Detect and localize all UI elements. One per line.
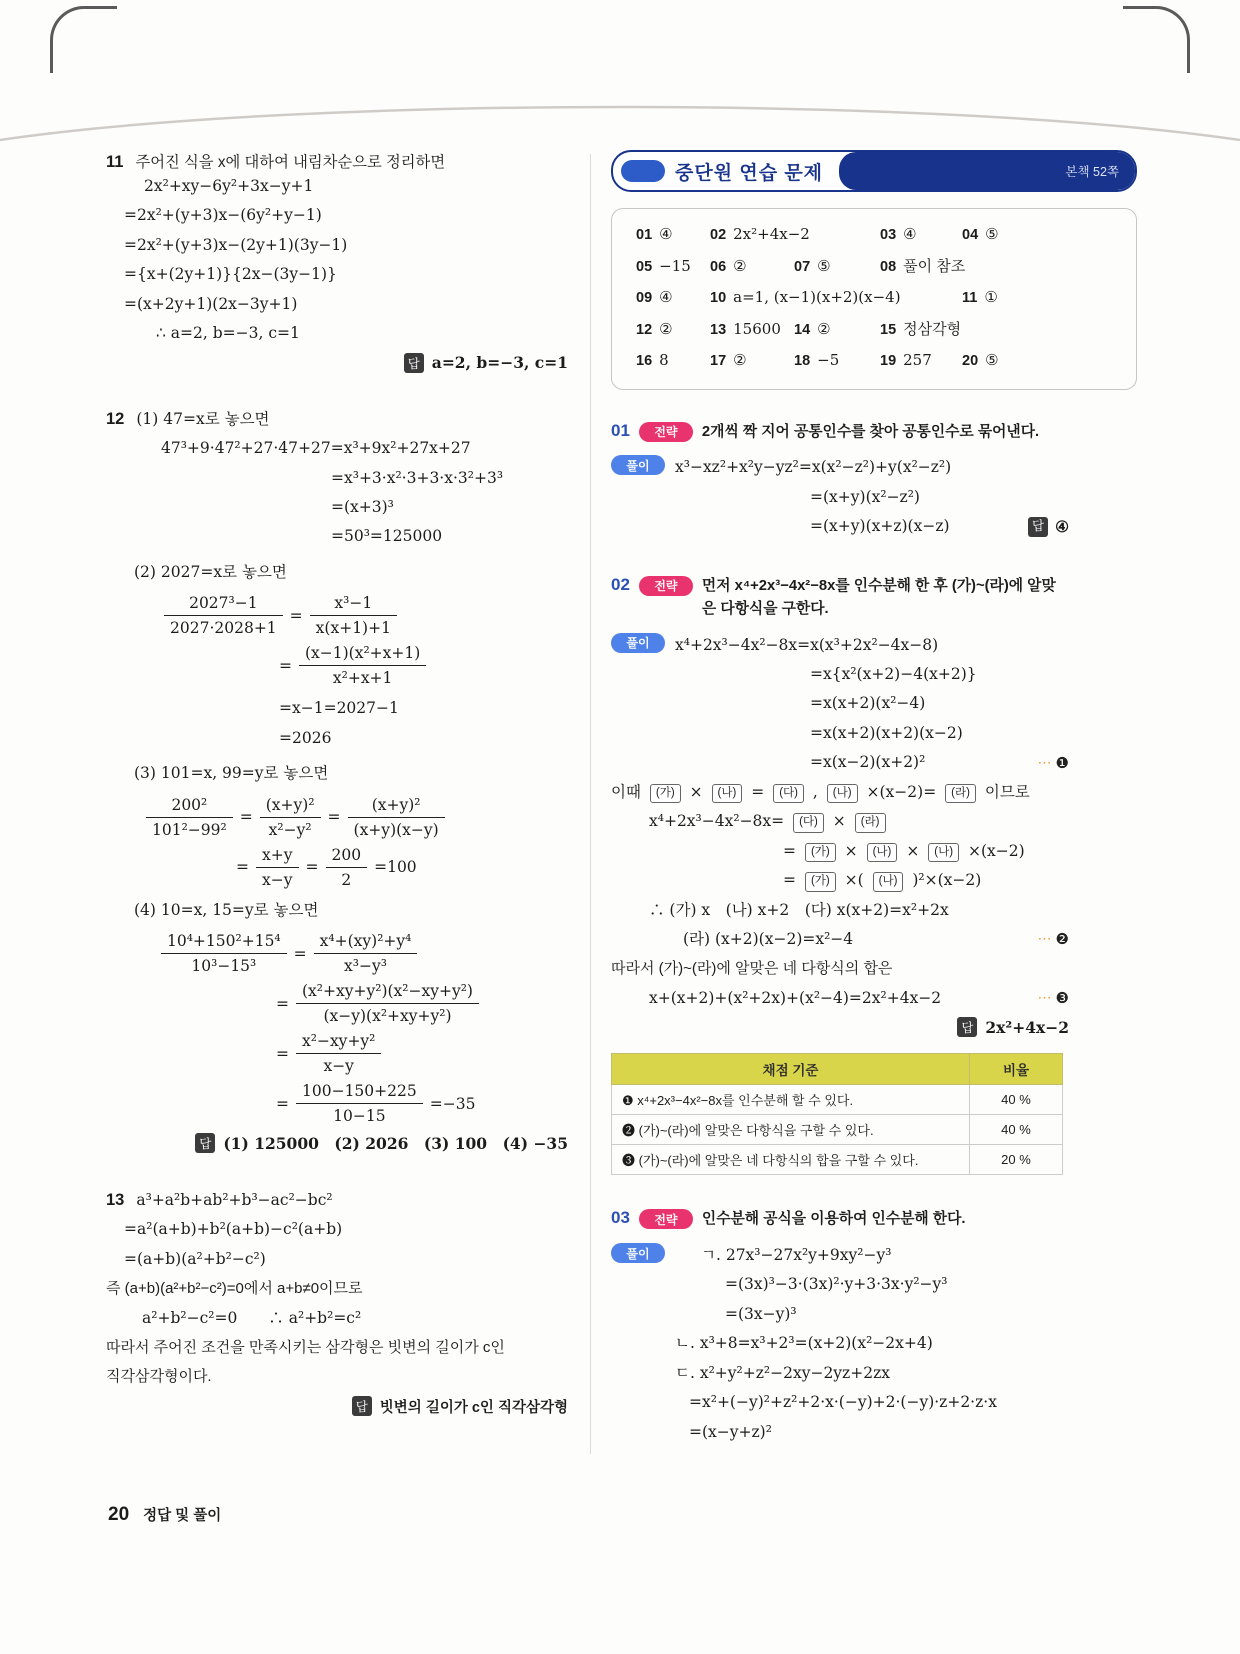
answer-key-item [710,251,794,283]
grading-ratio: 40 % [970,1085,1063,1115]
fraction [326,846,368,889]
fraction [310,594,397,637]
equation-text: )²×(x−2) [912,871,982,890]
strategy-text: 먼저 x⁴+2x³−4x²−8x를 인수분해 한 후 (가)~(라)에 알맞은 다항식을 구한다. [701,577,1056,617]
equation-line: =x{x²(x+2)−4(x+2)} [810,665,977,684]
answer-key-box [611,208,1137,390]
fraction [314,932,418,975]
equation-text: 이때 [611,782,641,801]
fraction-numerator: x³−1 [310,594,397,616]
blank-box-da: (다) [793,813,824,833]
equation-line: =(x+3)³ [331,497,394,516]
times-sign: × [832,812,846,831]
answer-value: 정삼각형 [903,320,962,338]
sub-head-4: (4) 10=x, 15=y로 놓으면 [134,900,319,919]
equation-text: ×(x−2) [967,841,1025,860]
answer-number: 06 [710,258,727,275]
fraction-denominator: x³−y³ [344,957,387,975]
answer-value: 15600 [733,319,781,338]
fraction [260,796,321,839]
footer-label: 정답 및 풀이 [143,1508,222,1524]
problem-12 [106,405,568,1154]
equation-line [276,1032,568,1075]
text-line: 직각삼각형이다. [106,1368,212,1386]
equals-sign: = [305,858,319,877]
answer-value: 풀이 참조 [903,257,966,275]
grading-table-header-row [612,1054,1063,1085]
grading-table-row [612,1085,1063,1115]
answer-key-item [636,251,710,283]
problem-head [106,405,568,434]
answer-key-item [710,282,962,314]
equation-text: =(x+y)(x+z)(x−z) [810,517,950,536]
equation-line: =a²(a+b)+b²(a+b)−c²(a+b) [124,1220,343,1239]
equation-line: ={x+(2y+1)}{2x−(3y−1)} [124,265,337,284]
comma: , [812,782,818,801]
answer-key-item [962,282,1112,314]
equals-sign: = [783,871,796,890]
strategy-row [611,1207,1069,1231]
answer-number: 17 [710,353,727,369]
answer-value: ① [984,288,998,306]
answer-value: ⑤ [985,225,999,243]
strategy-badge: 전략 [639,422,693,442]
answer-value: 2x²+4x−2 [733,225,810,243]
strategy-badge: 전략 [639,1209,693,1229]
strategy-text: 2개씩 짝 지어 공통인수를 찾아 공통인수로 묶어낸다. [701,423,1040,440]
fraction [146,796,233,839]
section-title: 중단원 연습 문제 [675,162,824,184]
solution-body [611,631,1069,778]
fraction-numerator: 10⁴+150²+15⁴ [161,932,287,954]
equation-text: ×(x−2)= [866,782,937,801]
solution-body [611,453,1069,541]
answer-line [611,1017,1069,1037]
answer-number: 10 [710,290,727,306]
answer-key-item [880,219,962,251]
problem-11 [106,150,568,373]
answer-key-item [794,345,880,377]
sub-head-1: (1) 47=x로 놓으면 [136,409,270,428]
equation-line: =x(x+2)(x²−4) [810,694,926,713]
answer-key-item [636,282,710,314]
answer-number: 12 [636,321,653,338]
equation-line: =x(x+2)(x+2)(x−2) [810,723,963,742]
problem-number: 12 [106,409,125,428]
equation-text: =x(x−2)(x+2)² [810,753,926,772]
answer-key-item [636,345,710,377]
answer-badge: 답 [195,1133,215,1153]
answer-line [106,1132,568,1154]
page-footer [108,1504,221,1526]
equation-line-blanks [783,866,1069,895]
blank-box-ga: (가) [805,872,836,892]
equation-line: x⁴+2x³−4x²−8x=x(x³+2x²−4x−8) [675,635,939,654]
answer-value: 8 [659,351,669,369]
solution-badge: 풀이 [611,1243,665,1263]
equation-line: x³−xz²+x²y−yz²=x(x²−z²)+y(x²−z²) [675,458,952,477]
fraction-numerator: (x−1)(x²+x+1) [299,644,426,666]
strategy-row [611,574,1069,621]
answer-key-item [880,251,1112,283]
sub-head-3: (3) 101=x, 99=y로 놓으면 [134,764,329,783]
banner-oval-icon [621,160,665,182]
fraction-numerator: (x²+xy+y²)(x²−xy+y²) [296,982,479,1004]
solution-badge: 풀이 [611,455,665,475]
fraction-numerator: x+y [256,846,299,868]
answer-key-item [880,314,1112,346]
answer-line [106,1396,568,1417]
answer-value: ⑤ [985,351,999,369]
answer-value: −5 [817,351,840,369]
answer-value: ④ [1055,517,1069,537]
answer-number: 15 [880,321,897,338]
grading-criteria-header: 채점 기준 [612,1054,970,1085]
fraction-denominator: x²−y² [268,820,312,839]
answer-value: (1) 125000 (2) 2026 (3) 100 (4) −35 [223,1134,568,1153]
answer-value: ④ [903,225,917,243]
equation-line [276,982,568,1025]
sub-head-2: (2) 2027=x로 놓으면 [134,562,287,581]
answer-key-item [636,314,710,346]
blank-box-ra: (라) [945,784,976,804]
equation-tail: =−35 [429,1094,476,1113]
answer-value: a=1, (x−1)(x+2)(x−4) [733,288,901,306]
equals-sign: = [236,858,249,877]
equation-line: ㄴ. x³+8=x³+2³=(x+2)(x²−2x+4) [675,1334,933,1353]
column-divider [590,154,591,1454]
answer-value: ⑤ [817,256,831,275]
blank-box-ra: (라) [855,813,886,833]
equation-line [161,932,568,975]
grading-table-row [612,1115,1063,1145]
solution-body [611,1241,1069,1447]
grading-table-row [612,1145,1063,1175]
equation-line [276,1082,568,1125]
equation-line: a³+a²b+ab²+b³−ac²−bc² [136,1191,333,1209]
answer-number: 11 [962,290,978,306]
equation-line [164,594,568,637]
answer-line [106,353,568,373]
times-sign: × [906,841,920,860]
fraction-denominator: x(x+1)+1 [315,619,391,638]
equation-line: =x−1=2027−1 [279,699,399,718]
equation-line: =(x+2y+1)(2x−3y+1) [124,294,298,313]
strategy-row [611,420,1069,444]
fraction-numerator: x⁴+(xy)²+y⁴ [314,932,418,954]
blank-box-da: (다) [773,784,804,804]
problem-13 [106,1186,568,1417]
fraction-denominator: (x+y)(x−y) [353,820,439,839]
equation-line: =2x²+(y+3)x−(2y+1)(3y−1) [124,235,348,254]
answer-value: a=2, b=−3, c=1 [431,353,568,373]
solution-number: 01 [611,420,630,440]
text-line: 즉 (a+b)(a²+b²−c²)=0에서 a+b≠0이므로 [106,1280,363,1298]
answer-inline [1028,512,1069,541]
equation-line [279,644,568,687]
fraction-numerator: 200 [326,846,368,868]
equation-line-blanks [649,807,1069,836]
solution-02 [611,574,1069,1175]
answer-key-item [710,219,880,251]
equation-line: =x²+(−y)²+z²+2·x·(−y)+2·(−y)·z+2·z·x [689,1393,997,1412]
equation-line: a²+b²−c²=0 ∴ a²+b²=c² [142,1308,362,1327]
equation-line [146,796,568,839]
equation-line [236,846,568,889]
equation-line [675,748,1069,777]
strategy-text: 인수분해 공식을 이용하여 인수분해 한다. [701,1211,966,1228]
answer-number: 13 [710,321,727,338]
fraction-denominator: 10−15 [333,1107,386,1125]
fraction-numerator: (x+y)² [260,796,321,818]
equals-sign: = [783,841,796,860]
right-column [611,150,1137,1479]
answer-number: 18 [794,353,811,369]
answer-key-item [962,219,1112,251]
equation-line: =x³+3·x²·3+3·x·3²+3³ [331,468,504,487]
equation-line: =2x²+(y+3)x−(6y²+y−1) [124,206,322,225]
equation-line: ∴ a=2, b=−3, c=1 [156,324,300,343]
fraction-denominator: 2027·2028+1 [170,619,277,638]
answer-number: 09 [636,290,653,306]
fraction-denominator: x−y [262,870,293,889]
solution-math [675,1241,1069,1447]
solution-number: 03 [611,1208,630,1228]
equals-sign: = [751,782,765,801]
answer-value: 257 [903,351,932,369]
equation-line [611,925,1069,954]
equation-line [675,512,1069,541]
answer-value: ② [733,351,747,369]
answer-number: 02 [710,227,727,243]
marker-dots-icon: ⋯ [1037,754,1053,771]
fraction-denominator: x−y [323,1057,354,1075]
answer-number: 05 [636,258,653,275]
fraction [296,1082,423,1125]
equation-line [611,984,1069,1013]
solution-math [675,453,1069,541]
equation-line-blanks [783,837,1069,866]
fraction [348,796,445,839]
answer-value: ② [733,256,747,275]
fraction [296,982,479,1025]
answer-badge: 답 [404,353,424,373]
blank-box-na: (나) [827,784,858,804]
fraction-numerator: 2027³−1 [164,594,283,616]
answer-number: 04 [962,227,979,243]
problem-head [106,150,568,172]
problem-number: 13 [106,1191,125,1209]
fraction [256,846,299,889]
answer-value: 빗변의 길이가 c인 직각삼각형 [379,1399,568,1416]
answer-value: −15 [659,256,691,275]
equation-line: =2026 [279,728,332,747]
blank-box-na: (나) [873,872,904,892]
answer-value: ② [817,319,831,338]
fraction-numerator: (x+y)² [348,796,445,818]
equals-sign: = [276,1094,289,1113]
answer-key-item [962,345,1112,377]
equation-line: =(3x)³−3·(3x)²·y+3·3x·y²−y³ [725,1275,948,1294]
answer-key-row [636,251,1112,283]
equation-text: ×( [844,871,864,890]
equation-line: =(x+y)(x²−z²) [810,487,920,506]
answer-number: 07 [794,258,811,275]
solution-01 [611,420,1069,542]
equals-sign: = [276,1044,289,1063]
fraction-denominator: 10³−15³ [191,957,257,975]
fraction-denominator: 101²−99² [152,820,227,839]
text-line: 따라서 주어진 조건을 만족시키는 삼각형은 빗변의 길이가 c인 [106,1339,505,1356]
equation-line: =(a+b)(a²+b²−c²) [124,1249,266,1268]
answer-number: 14 [794,321,811,338]
grading-criteria: ❶ x⁴+2x³−4x²−8x를 인수분해 할 수 있다. [612,1085,970,1115]
equation-line: ㄷ. x²+y²+z²−2xy−2yz+2zx [675,1363,890,1382]
text-line: 따라서 (가)~(라)에 알맞은 네 다항식의 합은 [611,960,893,978]
answer-key-row [636,219,1112,251]
fraction-numerator: 200² [146,796,233,818]
fraction-numerator: 100−150+225 [296,1082,423,1104]
fraction-numerator: x²−xy+y² [296,1032,381,1054]
answer-value: ④ [659,225,673,243]
marker-dots-icon: ⋯ [1037,931,1053,948]
marker-dots-icon: ⋯ [1037,990,1053,1007]
blank-box-na: (나) [867,843,898,863]
equation-text: x+(x+2)+(x²+2x)+(x²−4)=2x²+4x−2 [649,988,942,1007]
fraction-denominator: (x−y)(x²+xy+y²) [323,1007,452,1025]
answer-number: 01 [636,227,653,243]
equation-line: =(x−y+z)² [689,1422,772,1441]
answer-key-item [710,314,794,346]
problem-intro: 주어진 식을 x에 대하여 내림차순으로 정리하면 [135,154,446,171]
equals-sign: = [239,808,253,827]
solution-03 [611,1207,1069,1447]
answer-key-row [636,314,1112,346]
answer-number: 08 [880,258,897,275]
problem-number: 11 [106,153,124,171]
answer-key-item [710,345,794,377]
answer-number: 16 [636,353,653,369]
grading-ratio-header: 비율 [970,1054,1063,1085]
blank-box-na: (나) [712,784,743,804]
solution-number: 02 [611,574,630,594]
section-banner [611,150,1137,192]
step-marker-3 [1038,984,1069,1013]
answer-badge: 답 [957,1017,977,1037]
equation-text: 이므로 [984,782,1030,801]
equation-line: ㄱ. 27x³−27x²y+9xy²−y³ [701,1246,892,1264]
fraction [296,1032,381,1075]
page-number: 20 [108,1504,130,1525]
times-sign: × [689,782,703,801]
answer-value: ④ [659,288,673,306]
marker-number: ❶ [1055,753,1069,772]
step-marker-1 [1038,749,1069,778]
answer-badge: 답 [352,1396,372,1416]
fraction [299,644,426,687]
equation-line-blanks [611,778,1069,807]
times-sign: × [844,841,858,860]
banner-bar [839,152,1135,190]
answer-key-row [636,282,1112,314]
equals-sign: = [327,808,341,827]
problem-head [106,1186,568,1215]
book-page-ref: 본책 52쪽 [1065,165,1119,179]
equation-line: ∴ (가) x (나) x+2 (다) x(x+2)=x²+2x [649,900,949,919]
answer-key-item [880,345,962,377]
equals-sign: = [279,656,292,675]
marker-number: ❸ [1055,989,1069,1008]
equals-sign: = [289,606,303,625]
answer-badge: 답 [1028,517,1048,537]
answer-number: 20 [962,353,979,369]
fraction [161,932,287,975]
answer-value: ② [659,319,673,338]
equation-tail: =100 [374,858,417,877]
equation-line: =50³=125000 [331,527,443,546]
answer-key-row [636,345,1112,377]
blank-box-na: (나) [928,843,959,863]
equation-line: 2x²+xy−6y²+3x−y+1 [144,177,314,195]
equals-sign: = [276,994,289,1013]
left-column [106,150,568,1479]
equation-text: x⁴+2x³−4x²−8x= [649,812,785,831]
grading-criteria: ❷ (가)~(라)에 알맞은 다항식을 구할 수 있다. [612,1115,970,1145]
marker-number: ❷ [1055,930,1069,949]
solution-badge: 풀이 [611,633,665,653]
answer-value: 2x²+4x−2 [985,1017,1069,1037]
grading-ratio: 20 % [970,1145,1063,1175]
fraction-denominator: 2 [341,870,352,889]
fraction [164,594,283,637]
grading-table [611,1053,1063,1175]
equation-text: (라) (x+2)(x−2)=x²−4 [683,929,854,948]
blank-box-ga: (가) [805,843,836,863]
answer-number: 03 [880,227,897,243]
blank-box-ga: (가) [650,784,681,804]
answer-key-item [636,219,710,251]
grading-ratio: 40 % [970,1115,1063,1145]
answer-number: 19 [880,353,897,369]
equals-sign: = [293,944,307,963]
equation-line: 47³+9·47²+27·47+27=x³+9x²+27x+27 [161,439,471,458]
answer-key-item [794,251,880,283]
strategy-badge: 전략 [639,576,693,596]
solution-math [675,631,1069,778]
fraction-denominator: x²+x+1 [332,669,393,688]
step-marker-2 [1038,925,1069,954]
grading-criteria: ❸ (가)~(라)에 알맞은 네 다항식의 합을 구할 수 있다. [612,1145,970,1175]
equation-line: =(3x−y)³ [725,1304,797,1323]
answer-key-item [794,314,880,346]
